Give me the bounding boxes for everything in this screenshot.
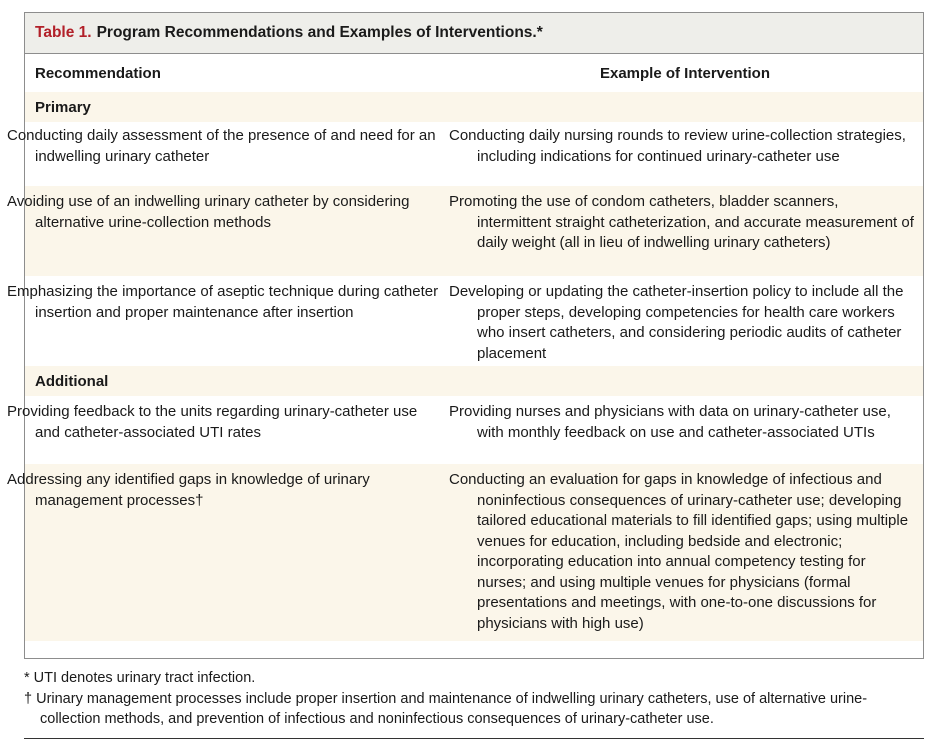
table-row [7,276,923,366]
recommendation-cell: Avoiding use of an indwelling urinary catheter by considering alternative urine-collection methods [7,193,410,231]
recommendation-cell: Addressing any identified gaps in knowledge of urinary management processes† [7,471,370,509]
intervention-cell: Providing nurses and physicians with data on urinary-catheter use, with monthly feedback on use and catheter-associated UTIs [449,403,891,441]
footnote-uti: * UTI denotes urinary tract infection. [24,670,256,686]
header-recommendation: Recommendation [35,64,161,82]
intervention-cell: Conducting daily nursing rounds to review urine-collection strategies, including indications for continued urinary-catheter use [449,127,906,165]
table-row [7,186,923,276]
bottom-rule [24,738,924,739]
footnote-urinary-management: † Urinary management processes include proper insertion and maintenance of indwelling urinary catheters, use of alternative urine-collection methods, and prevention of infectious and noninfectious consequences of urinary-catheter use. [24,690,868,727]
recommendation-cell: Providing feedback to the units regarding urinary-catheter use and catheter-associated UTI rates [7,403,418,441]
intervention-cell: Promoting the use of condom catheters, bladder scanners, intermittent straight catheterization, and accurate measurement of daily weight (all in lieu of indwelling urinary catheters) [449,193,914,251]
section-primary: Primary [25,92,923,122]
section-additional: Additional [25,366,923,396]
column-headers [25,54,923,92]
table-frame [7,12,924,659]
recommendation-cell: Emphasizing the importance of aseptic technique during catheter insertion and proper maintenance after insertion [7,283,439,321]
table-row [7,122,923,186]
header-intervention: Example of Intervention [599,64,771,82]
table-title-bar [25,13,923,54]
intervention-cell: Developing or updating the catheter-insertion policy to include all the proper steps, developing competencies for health care workers who insert catheters, and considering periodic audits of catheter placement [449,283,904,362]
table-row [7,396,923,464]
recommendation-cell: Conducting daily assessment of the presence of and need for an indwelling urinary catheter [7,127,436,165]
table-title: Program Recommendations and Examples of Interventions.* [96,24,543,41]
table-row [7,464,923,641]
footnotes [24,668,924,730]
table-label: Table 1. [35,24,92,41]
intervention-cell: Conducting an evaluation for gaps in knowledge of infectious and noninfectious consequences of urinary-catheter use; developing tailored educational materials to fill identified gaps; using multiple venues for education, including bedside and electronic; incorporating education into annual competency testing for nurses; and using multiple venues for physicians (formal presentations and meetings, with one-to-one discussions for physicians with high use) [449,471,909,632]
